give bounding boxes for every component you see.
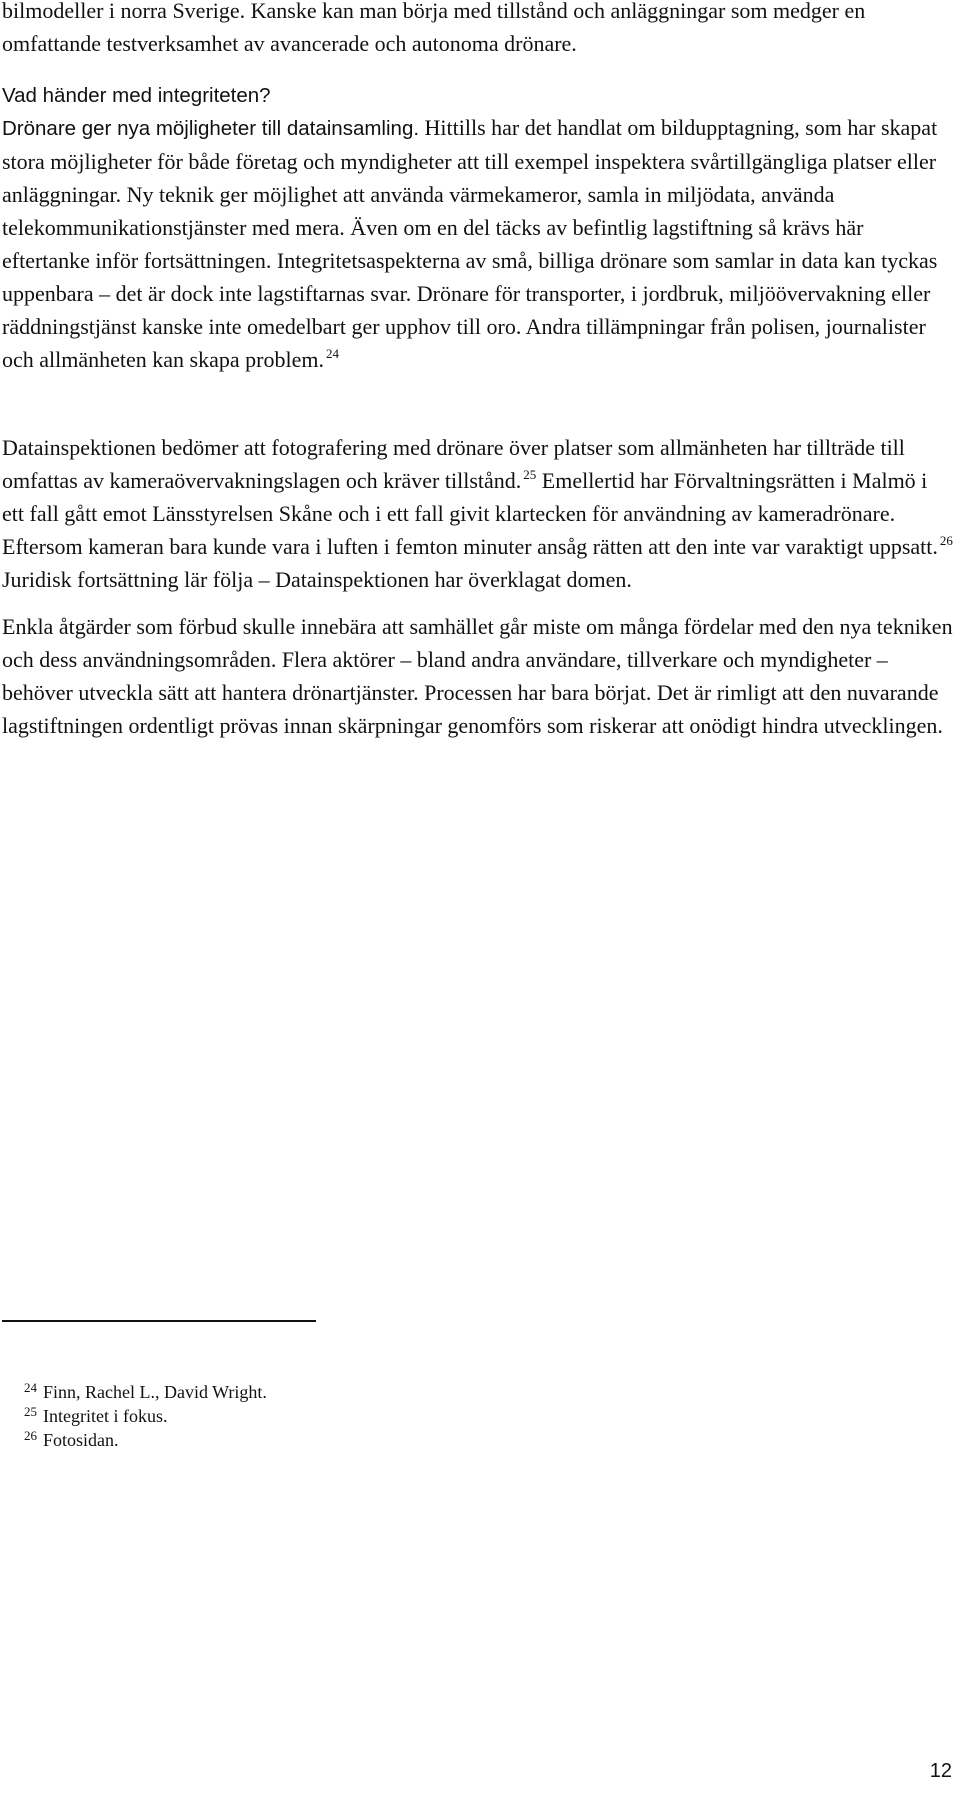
footnote-ref-24[interactable]: 24 [325, 346, 339, 361]
inspection-paragraph [2, 431, 954, 596]
footnote-item [24, 1380, 267, 1404]
footnote-text: Integritet i fokus. [43, 1406, 168, 1426]
footnote-number: 24 [24, 1380, 37, 1395]
footnote-item [24, 1404, 267, 1428]
section-heading: Vad händer med integriteten? [2, 84, 271, 107]
drones-paragraph [2, 111, 954, 376]
footnote-ref-26[interactable]: 26 [939, 533, 953, 548]
footnote-ref-25[interactable]: 25 [523, 467, 537, 482]
footnote-number: 25 [24, 1404, 37, 1419]
simple-measures-paragraph: Enkla åtgärder som förbud skulle innebära att samhället går miste om många fördelar med den nya tekniken och dess användningsområden. Flera aktörer – bland andra användare, tillverkare och myndigheter – behöver utveckla sätt att hantera drönartjänster. Processen har bara börjat. Det är rimligt att den nuvarande lagstiftningen ordentligt prövas innan skärpningar genomförs som riskerar att onödigt hindra utvecklingen. [2, 614, 953, 738]
drones-paragraph-lead: Drönare ger nya möjligheter till datainsamling. [2, 117, 420, 140]
footnote-item [24, 1428, 267, 1452]
footnote-text: Finn, Rachel L., David Wright. [43, 1382, 267, 1402]
inspection-text-2: Emellertid har Förvaltningsrätten i Malmö i ett fall gått emot Länsstyrelsen Skåne och i ett fall givit klartecken för användning av kameradrönare. Eftersom kameran bara kunde vara i luften i femton minuter ansåg rätten att den inte var varaktigt uppsatt. [2, 468, 938, 559]
footnote-divider [2, 1320, 316, 1322]
page-number: 12 [929, 1760, 952, 1782]
intro-paragraph: bilmodeller i norra Sverige. Kanske kan man börja med tillstånd och anläggningar som medger en omfattande testverksamhet av avancerade och autonoma drönare. [2, 0, 866, 56]
footnote-number: 26 [24, 1428, 37, 1443]
inspection-text-3: Juridisk fortsättning lär följa – Datainspektionen har överklagat domen. [2, 567, 632, 592]
inspection-text-1: Datainspektionen bedömer att fotografering med drönare över platser som allmänheten har tillträde till omfattas av kameraövervakningslagen och kräver tillstånd. [2, 435, 905, 493]
footnotes [24, 1380, 267, 1452]
drones-paragraph-body: Hittills har det handlat om bildupptagning, som har skapat stora möjligheter för både företag och myndigheter att till exempel inspektera svårtillgängliga platser eller anläggningar. Ny teknik ger möjlighet att använda värmekameror, samla in miljödata, använda telekommunikationstjänster med mera. Även om en del täcks av befintlig lagstiftning så krävs här eftertanke inför fortsättningen. Integritetsaspekterna av små, billiga drönare som samlar in data kan tyckas uppenbara – det är dock inte lagstiftarnas svar. Drönare för transporter, i jordbruk, miljöövervakning eller räddningstjänst kanske inte omedelbart ger upphov till oro. Andra tillämpningar från polisen, journalister och allmänheten kan skapa problem. [2, 115, 938, 372]
footnote-text: Fotosidan. [43, 1430, 119, 1450]
